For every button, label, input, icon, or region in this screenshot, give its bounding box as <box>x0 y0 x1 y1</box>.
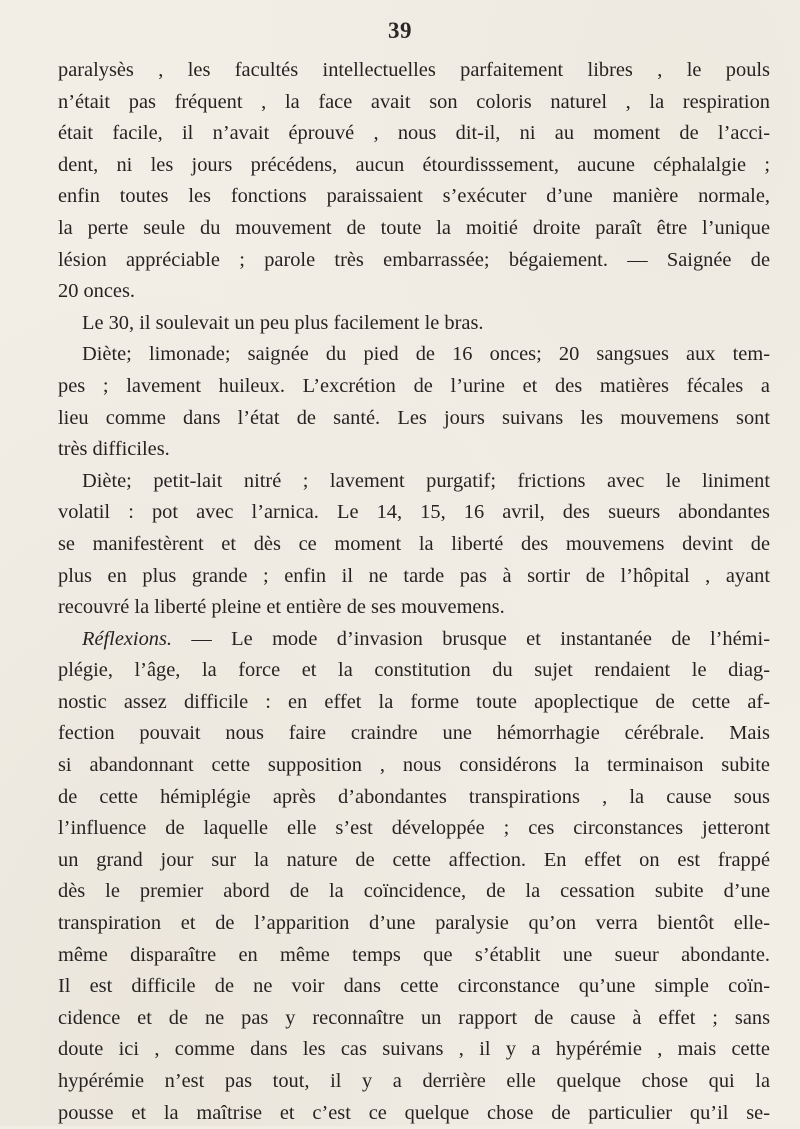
text-line: plégie, l’âge, la force et la constitution du sujet rendaient le diag- <box>58 659 770 682</box>
text-line: était facile, il n’avait éprouvé , nous dit-il, ni au moment de l’acci- <box>58 122 770 145</box>
body-text <box>58 55 770 1129</box>
text-line: hypérémie n’est pas tout, il y a derrière elle quelque chose qui la <box>58 1070 770 1092</box>
text-line: Diète; petit-lait nitré ; lavement purgatif; frictions avec le liniment <box>82 469 770 492</box>
text-line: de cette hémiplégie après d’abondantes transpirations , la cause sous <box>58 785 770 808</box>
text-line: lieu comme dans l’état de santé. Les jours suivans les mouvemens sont <box>58 406 770 429</box>
text-line: pes ; lavement huileux. L’excrétion de l’urine et des matières fécales a <box>58 374 770 397</box>
text-line: si abandonnant cette supposition , nous considérons la terminaison subite <box>58 754 770 777</box>
text-line: un grand jour sur la nature de cette affection. En effet on est frappé <box>58 848 770 871</box>
text-line: transpiration et de l’apparition d’une paralysie qu’on verra bientôt elle- <box>58 912 770 935</box>
text-line: se manifestèrent et dès ce moment la liberté des mouvemens devint de <box>58 532 770 555</box>
text-line: la perte seule du mouvement de toute la moitié droite paraît être l’unique <box>58 216 770 239</box>
section-heading-italic: Réflexions. <box>82 627 173 650</box>
text-line: même disparaître en même temps que s’établit une sueur abondante. <box>58 943 770 966</box>
text-line: n’était pas fréquent , la face avait son coloris naturel , la respiration <box>58 90 770 113</box>
text-line: dent, ni les jours précédens, aucun étourdisssement, aucune céphalalgie ; <box>58 153 770 176</box>
text-line: plus en plus grande ; enfin il ne tarde pas à sortir de l’hôpital , ayant <box>58 564 770 587</box>
text-line <box>58 624 770 656</box>
text-line: paralysès , les facultés intellectuelles parfaitement libres , le pouls <box>58 59 770 81</box>
text-line: 20 onces. <box>58 280 136 303</box>
text-line: Le 30, il soulevait un peu plus facilement le bras. <box>82 311 484 334</box>
text-line: l’influence de laquelle elle s’est développée ; ces circonstances jetteront <box>58 817 770 840</box>
text-line: Il est difficile de ne voir dans cette circonstance qu’une simple coïn- <box>58 975 770 998</box>
text-line: recouvré la liberté pleine et entière de ses mouvemens. <box>58 596 505 619</box>
text-line: doute ici , comme dans les cas suivans , il y a hypérémie , mais cette <box>58 1038 770 1061</box>
text-line: très difficiles. <box>58 438 170 461</box>
text-line: fection pouvait nous faire craindre une hémorrhagie cérébrale. Mais <box>58 722 770 745</box>
text-line: volatil : pot avec l’arnica. Le 14, 15, 16 avril, des sueurs abondantes <box>58 501 770 524</box>
text-line: lésion appréciable ; parole très embarrassée; bégaiement. — Saignée de <box>58 248 770 271</box>
text-line: cidence et de ne pas y reconnaître un rapport de cause à effet ; sans <box>58 1006 770 1029</box>
text-line: dès le premier abord de la coïncidence, de la cessation subite d’une <box>58 880 770 903</box>
page-number: 39 <box>388 18 412 43</box>
text-line: enfin toutes les fonctions paraissaient s’exécuter d’une manière normale, <box>58 185 770 208</box>
text-line: nostic assez difficile : en effet la forme toute apoplectique de cette af- <box>58 690 770 713</box>
text-line: pousse et la maîtrise et c’est ce quelque chose de particulier qu’il se- <box>58 1101 770 1124</box>
text-line: Diète; limonade; saignée du pied de 16 onces; 20 sangsues aux tem- <box>82 343 770 366</box>
text-line-rest: — Le mode d’invasion brusque et instantanée de l’hémi- <box>172 627 770 650</box>
